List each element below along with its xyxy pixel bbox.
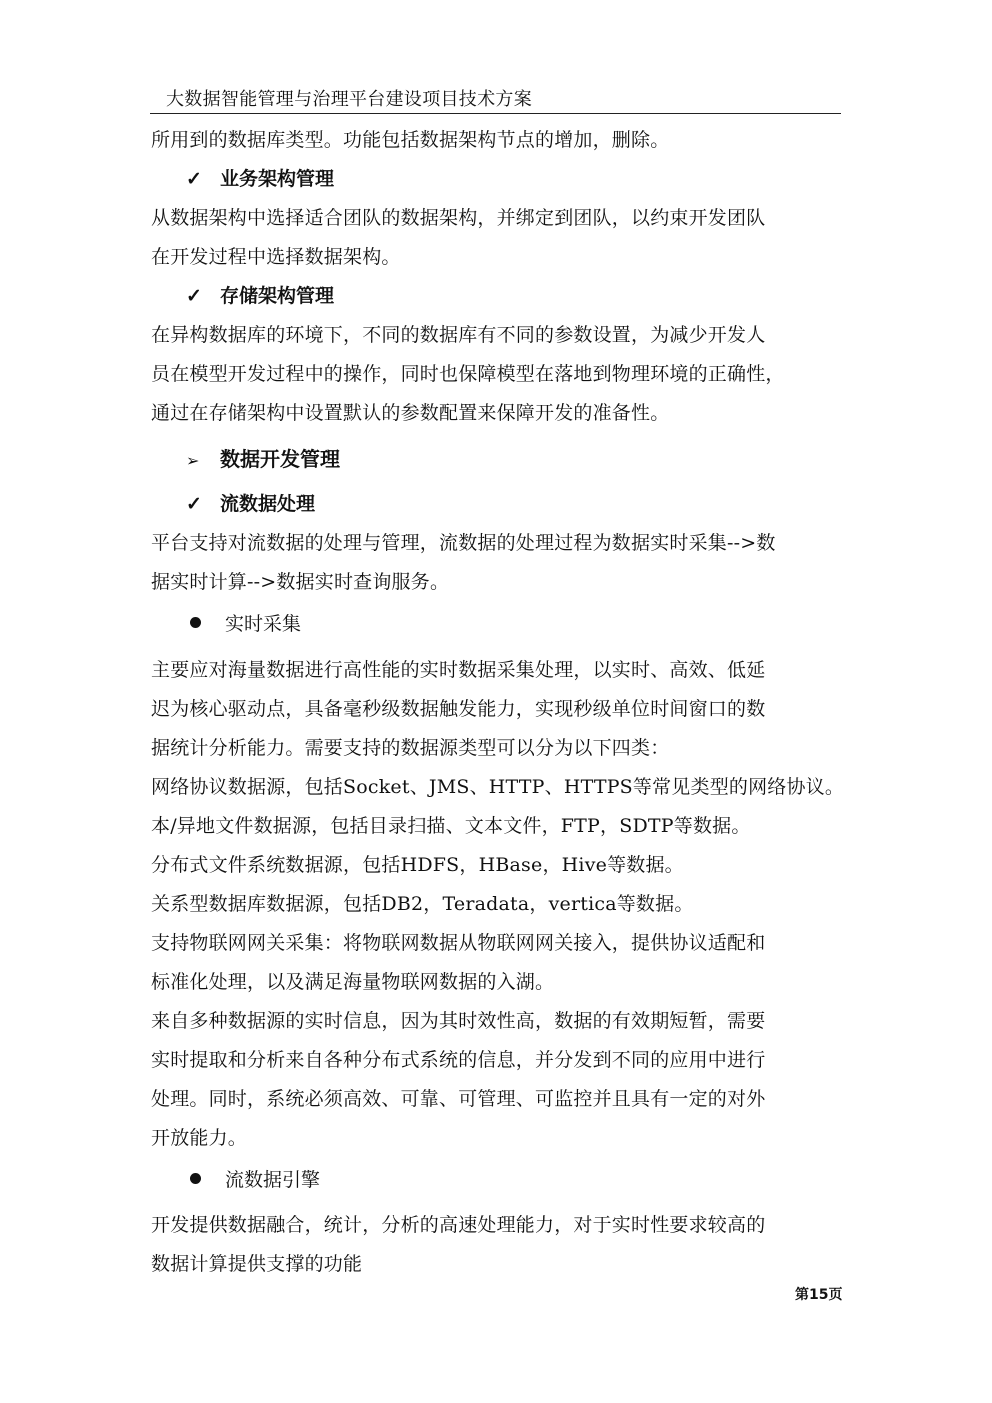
bullet-dot-icon	[190, 617, 201, 628]
paragraph-line: 标准化处理，以及满足海量物联网数据的入湖。	[151, 971, 555, 993]
bullet-realtime-collect	[190, 611, 301, 637]
paragraph-line: 员在模型开发过程中的操作，同时也保障模型在落地到物理环境的正确性，	[151, 363, 785, 385]
paragraph-line: 在异构数据库的环境下，不同的数据库有不同的参数设置，为减少开发人	[151, 324, 766, 346]
heading-data-dev	[186, 445, 340, 475]
paragraph-line: 本/异地文件数据源，包括目录扫描、文本文件，FTP，SDTP等数据。	[151, 815, 751, 837]
paragraph-line: 迟为核心驱动点，具备毫秒级数据触发能力，实现秒级单位时间窗口的数	[151, 698, 766, 720]
bullet-dot-icon	[190, 1173, 201, 1184]
heading-text: 业务架构管理	[220, 168, 335, 190]
check-icon: ✓	[186, 285, 202, 307]
paragraph-line: 据统计分析能力。需要支持的数据源类型可以分为以下四类：	[151, 737, 670, 759]
paragraph-line: 网络协议数据源，包括Socket、JMS、HTTP、HTTPS等常见类型的网络协议。	[151, 776, 845, 798]
heading-text: 数据开发管理	[220, 447, 340, 471]
paragraph-line: 在开发过程中选择数据架构。	[151, 246, 401, 268]
heading-text: 流数据处理	[220, 493, 316, 515]
paragraph-line: 处理。同时，系统必须高效、可靠、可管理、可监控并且具有一定的对外	[151, 1088, 766, 1110]
check-icon: ✓	[186, 168, 202, 190]
bullet-text: 实时采集	[225, 613, 302, 635]
paragraph-line: 支持物联网网关采集：将物联网数据从物联网网关接入，提供协议适配和	[151, 932, 766, 954]
header-title: 大数据智能管理与治理平台建设项目技术方案	[166, 89, 532, 110]
paragraph-line: 主要应对海量数据进行高性能的实时数据采集处理，以实时、高效、低延	[151, 659, 766, 681]
paragraph-line: 分布式文件系统数据源，包括HDFS，HBase，Hive等数据。	[151, 854, 684, 876]
bullet-stream-engine	[190, 1167, 320, 1193]
paragraph-line: 来自多种数据源的实时信息，因为其时效性高，数据的有效期短暂，需要	[151, 1010, 766, 1032]
paragraph-line: 从数据架构中选择适合团队的数据架构，并绑定到团队，以约束开发团队	[151, 207, 766, 229]
header-rule	[150, 113, 841, 114]
paragraph-line: 通过在存储架构中设置默认的参数配置来保障开发的准备性。	[151, 402, 670, 424]
intro-line: 所用到的数据库类型。功能包括数据架构节点的增加，删除。	[151, 129, 670, 151]
arrow-bullet-icon: ➢	[186, 451, 200, 470]
page-number: 第15页	[795, 1287, 843, 1303]
check-icon: ✓	[186, 493, 202, 515]
paragraph-line: 关系型数据库数据源，包括DB2，Teradata，vertica等数据。	[151, 893, 694, 915]
heading-business-arch	[186, 166, 334, 192]
heading-stream	[186, 491, 315, 517]
paragraph-line: 据实时计算-->数据实时查询服务。	[151, 571, 450, 593]
heading-text: 存储架构管理	[220, 285, 335, 307]
bullet-text: 流数据引擎	[225, 1169, 321, 1191]
paragraph-line: 开放能力。	[151, 1127, 248, 1149]
paragraph-line: 数据计算提供支撑的功能	[151, 1253, 363, 1275]
paragraph-line: 实时提取和分析来自各种分布式系统的信息，并分发到不同的应用中进行	[151, 1049, 766, 1071]
paragraph-line: 平台支持对流数据的处理与管理，流数据的处理过程为数据实时采集-->数	[151, 532, 776, 554]
heading-storage-arch	[186, 283, 334, 309]
paragraph-line: 开发提供数据融合，统计，分析的高速处理能力，对于实时性要求较高的	[151, 1214, 766, 1236]
